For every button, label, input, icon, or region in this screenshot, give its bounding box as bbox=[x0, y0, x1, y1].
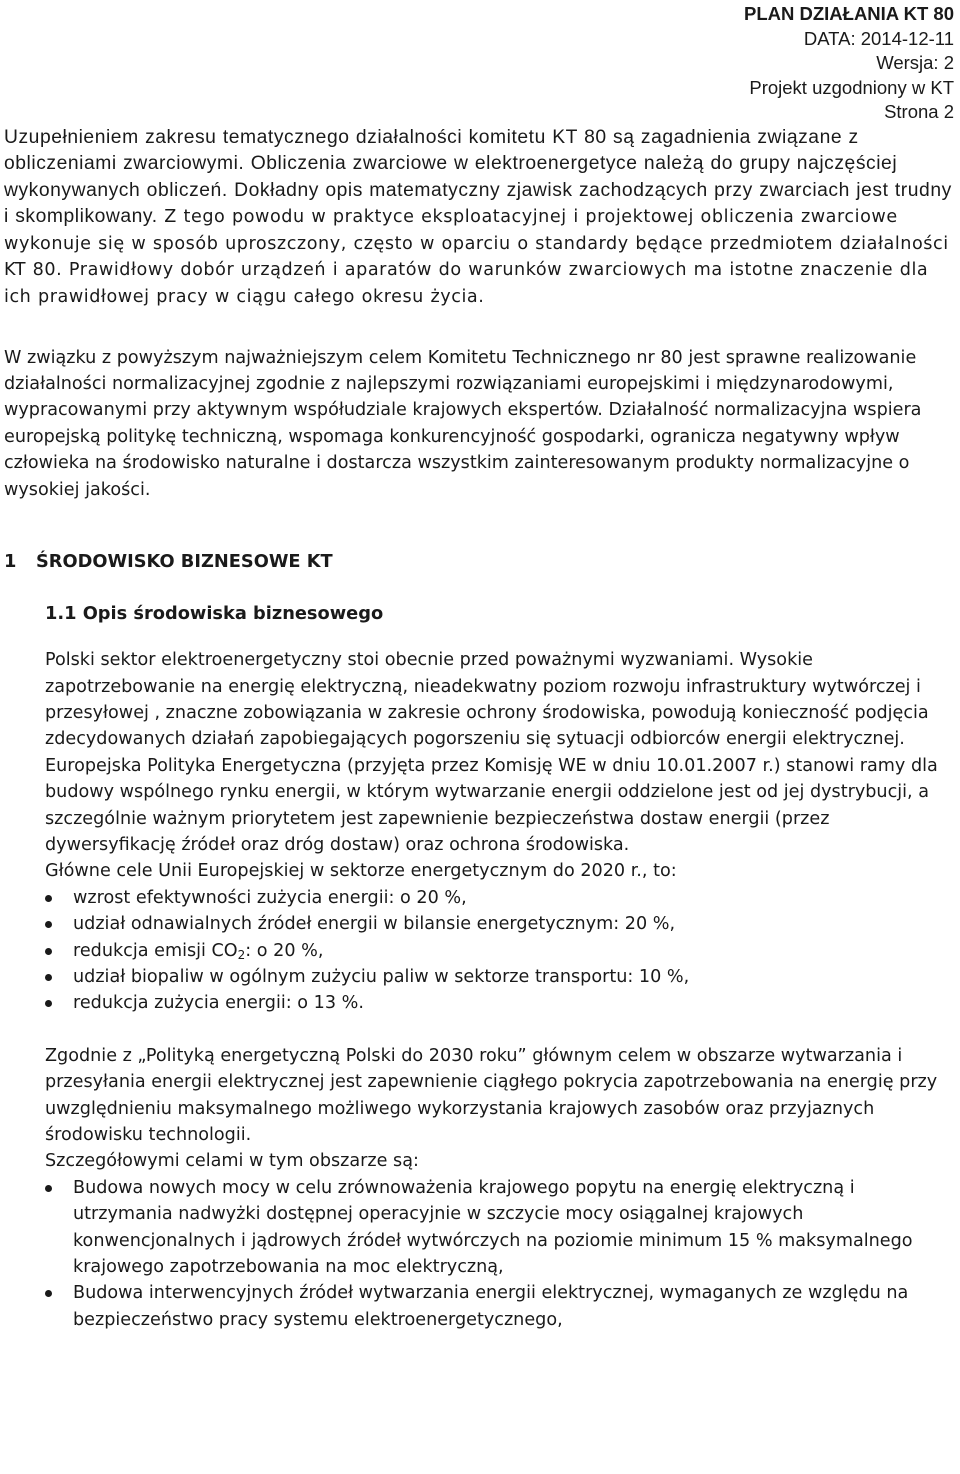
bullet-icon bbox=[45, 1000, 52, 1007]
list-item: Budowa nowych mocy w celu zrównoważenia krajowego popytu na energię elektryczną i utrzymania nadwyżki dostępnej operacyjnie w szczycie mocy osiągalnej krajowych konwencjonalnych i jądrowych źródeł wytwórczych na poziomie minimum 15 % maksymalnego krajowego zapotrzebowania na moc elektryczną, bbox=[45, 1175, 956, 1281]
eu-goals-list bbox=[45, 885, 956, 1017]
business-paragraph-1: Polski sektor elektroenergetyczny stoi obecnie przed poważnymi wyzwaniami. Wysokie zapotrzebowanie na energię elektryczną, nieadekwatny poziom rozwoju infrastruktury wytwórczej i przesyłowej , znaczne zobowiązania w zakresie ochrony środowiska, powodują konieczność podjęcia zdecydowanych działań zapobiegających pogorszeniu się sytuacji odbiorców energii elektrycznej. bbox=[45, 650, 929, 750]
header-title: PLAN DZIAŁANIA KT 80 bbox=[743, 3, 954, 24]
bullet-icon bbox=[45, 948, 52, 955]
page-header bbox=[4, 0, 956, 125]
detail-goals-intro: Szczegółowymi celami w tym obszarze są: bbox=[45, 1151, 419, 1172]
bullet-icon bbox=[45, 895, 52, 902]
list-item: udział biopaliw w ogólnym zużyciu paliw w sektorze transportu: 10 %, bbox=[45, 964, 956, 990]
header-page-number: Strona 2 bbox=[884, 101, 954, 122]
list-item: udział odnawialnych źródeł energii w bilansie energetycznym: 20 %, bbox=[45, 911, 956, 937]
bullet-icon bbox=[45, 1290, 52, 1297]
header-date: DATA: 2014-12-11 bbox=[803, 27, 954, 49]
list-item: redukcja emisji $CO_2$: o 20 %, bbox=[45, 938, 956, 964]
list-item: redukcja zużycia energii: o 13 %. bbox=[45, 990, 956, 1016]
intro-part-2: Z tego powodu w praktyce eksploatacyjnej i projektowej obliczenia zwarciowe wykonuje się w sposób uproszczony, często w oparciu o standardy będące przedmiotem działalności KT 80. Prawidłowy dobór urządzeń i aparatów do warunków zwarciowych ma istotne znaczenie dla ich prawidłowej pracy w ciągu całego okresu życia. bbox=[4, 207, 949, 308]
section-heading bbox=[4, 547, 956, 577]
intro-part-1: Uzupełnieniem zakresu tematycznego działalności komitetu KT 80 są zagadnienia związane z obliczeniami zwarciowymi. Obliczenia zwarciowe w elektroenergetyce należą do grupy najczęściej wykonywanych obliczeń. Dokładny opis matematyczny zjawisk zachodzących przy zwarciach jest trudny i skomplikowany. bbox=[4, 126, 952, 228]
subsection-body bbox=[45, 647, 956, 1333]
header-version: Wersja: 2 bbox=[876, 52, 954, 73]
bullet-icon bbox=[45, 921, 52, 928]
section-number: 1 bbox=[4, 551, 17, 573]
bullet-icon bbox=[45, 974, 52, 981]
policy-paragraph: Zgodnie z „Polityką energetyczną Polski do 2030 roku” głównym celem w obszarze wytwarzania i przesyłania energii elektrycznej jest zapewnienie ciągłego pokrycia zapotrzebowania na energię przy uwzględnieniu maksymalnego możliwego wykorzystania krajowych zasobów oraz przyjaznych środowisku technologii. bbox=[45, 1045, 938, 1145]
section-title: ŚRODOWISKO BIZNESOWE KT bbox=[36, 551, 333, 573]
goals-intro: Główne cele Unii Europejskiej w sektorze energetycznym do 2020 r., to: bbox=[45, 861, 677, 882]
business-paragraph-2: Europejska Polityka Energetyczna (przyjęta przez Komisję WE w dniu 10.01.2007 r.) stanowi ramy dla budowy wspólnego rynku energii, w którym wytwarzanie energii oddzielone jest od jej dystrybucji, a szczególnie ważnym priorytetem jest zapewnienie bezpieczeństwa dostaw energii (przez dywersyfikację źródeł oraz dróg dostaw) oraz ochrona środowiska. bbox=[45, 755, 938, 855]
list-item: Budowa interwencyjnych źródeł wytwarzania energii elektrycznej, wymaganych ze względu na bezpieczeństwo pracy systemu elektroenergetycznego, bbox=[45, 1280, 956, 1333]
detail-goals-list bbox=[45, 1175, 956, 1333]
bullet-icon bbox=[45, 1185, 52, 1192]
header-status: Projekt uzgodniony w KT bbox=[749, 76, 954, 98]
intro-paragraph bbox=[4, 125, 956, 311]
list-item: wzrost efektywności zużycia energii: o 20 %, bbox=[45, 885, 956, 911]
goal-paragraph: W związku z powyższym najważniejszym celem Komitetu Technicznego nr 80 jest sprawne realizowanie działalności normalizacyjnej zgodnie z najlepszymi rozwiązaniami europejskimi i międzynarodowymi, wypracowanymi przy aktywnym współudziale krajowych ekspertów. Działalność normalizacyjna wspiera europejską politykę techniczną, wspomaga konkurencyjność gospodarki, ogranicza negatywny wpływ człowieka na środowisko naturalne i dostarcza wszystkim zainteresowanym produkty normalizacyjne o wysokiej jakości. bbox=[4, 347, 922, 500]
subsection-heading: 1.1 Opis środowiska biznesowego bbox=[45, 603, 384, 625]
